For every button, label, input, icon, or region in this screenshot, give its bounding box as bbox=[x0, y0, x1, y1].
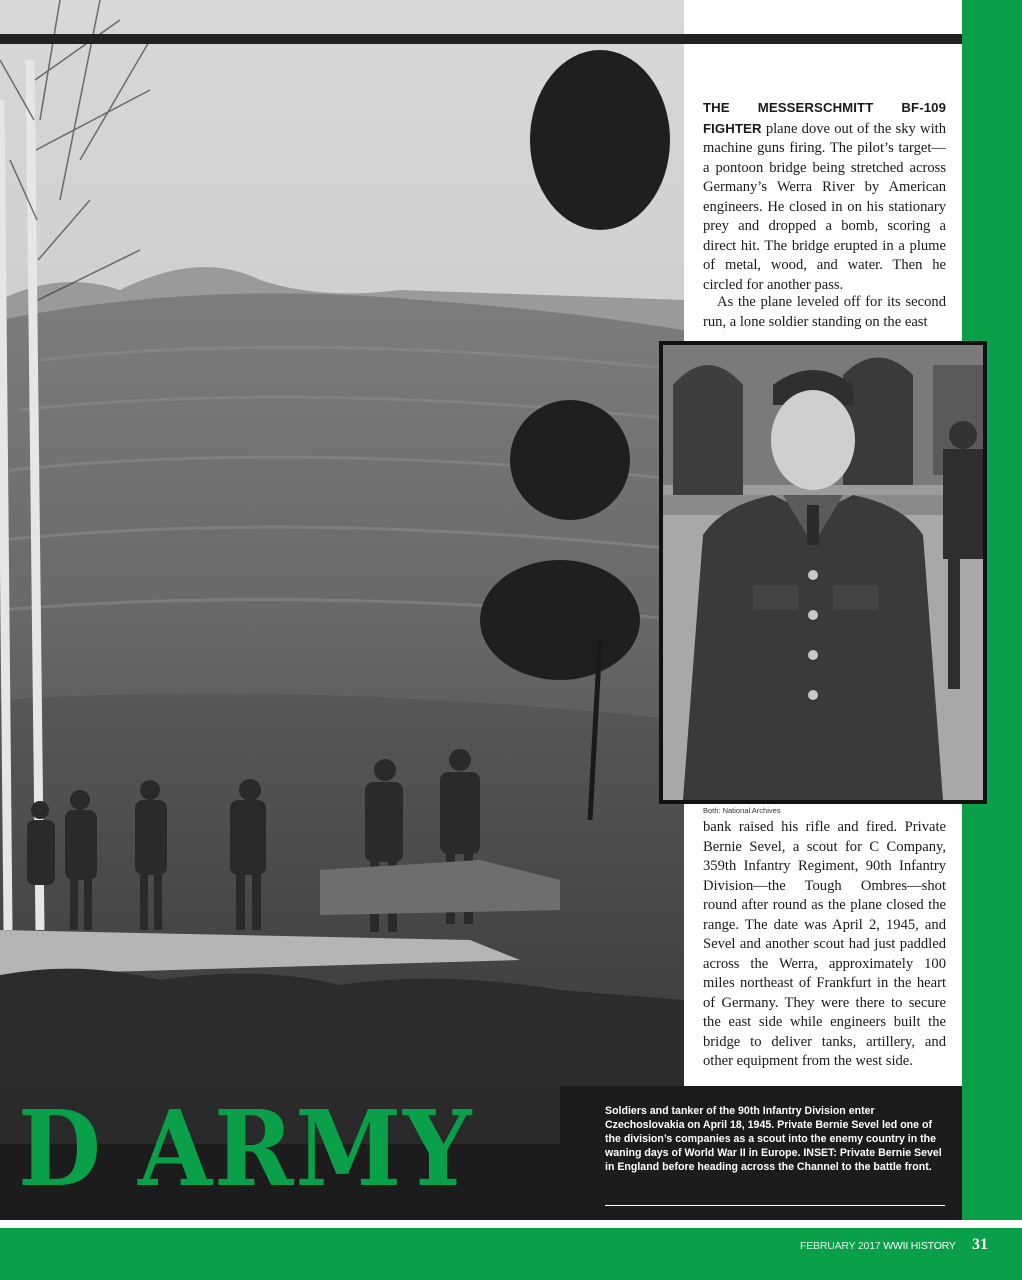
top-rule bbox=[0, 34, 962, 44]
photo-credit: Both: National Archives bbox=[703, 806, 781, 815]
page-number: 31 bbox=[972, 1236, 988, 1253]
footer-band bbox=[0, 1228, 1022, 1280]
footer-publication bbox=[800, 1240, 956, 1252]
footer-magazine-name: WWII HISTORY bbox=[883, 1240, 956, 1252]
article-paragraph-1-body: plane dove out of the sky with machine guns firing. The pilot’s target—a pontoon bridge being stretched across Germany’s Werra River by American engineers. He closed in on his stationary prey and dropped a bomb, scoring a direct hit. The bridge erupted in a plume of metal, wood, and water. Then he circled for another pass. bbox=[703, 120, 946, 293]
article-paragraph-1 bbox=[703, 98, 946, 295]
article-paragraph-2-start: As the plane leveled off for its second run, a lone soldier standing on the east bbox=[703, 294, 946, 330]
article-lead-in: THE MESSERSCHMITT BF-109 FIGHTER bbox=[703, 100, 946, 136]
photo-caption: Soldiers and tanker of the 90th Infantry Division enter Czechoslovakia on April 18, 1945. Private Bernie Sevel led one of the division’s companies as a scout into the enemy country in the waning days of World War II in Europe. INSET: Private Bernie Sevel in England before heading across the Channel to the battle front. bbox=[605, 1105, 942, 1173]
inset-photo-bernie-sevel bbox=[663, 345, 983, 800]
article-paragraph-2-continued: bank raised his rifle and fired. Private Bernie Sevel, a scout for C Company, 359th Infantry Regiment, 90th Infantry Division—the Tough Ombres—shot round after round as the plane closed the range. The date was April 2, 1945, and Sevel and another scout had just paddled across the Werra, approximately 100 miles northeast of Frankfurt in the heart of Germany. They were there to secure the east side while engineers built the bridge to deliver tanks, artillery, and other equipment from the west side. bbox=[703, 819, 946, 1069]
caption-rule bbox=[605, 1205, 945, 1206]
headline-partial: D ARMY bbox=[18, 1087, 474, 1210]
footer-issue-date: FEBRUARY 2017 bbox=[800, 1240, 881, 1252]
